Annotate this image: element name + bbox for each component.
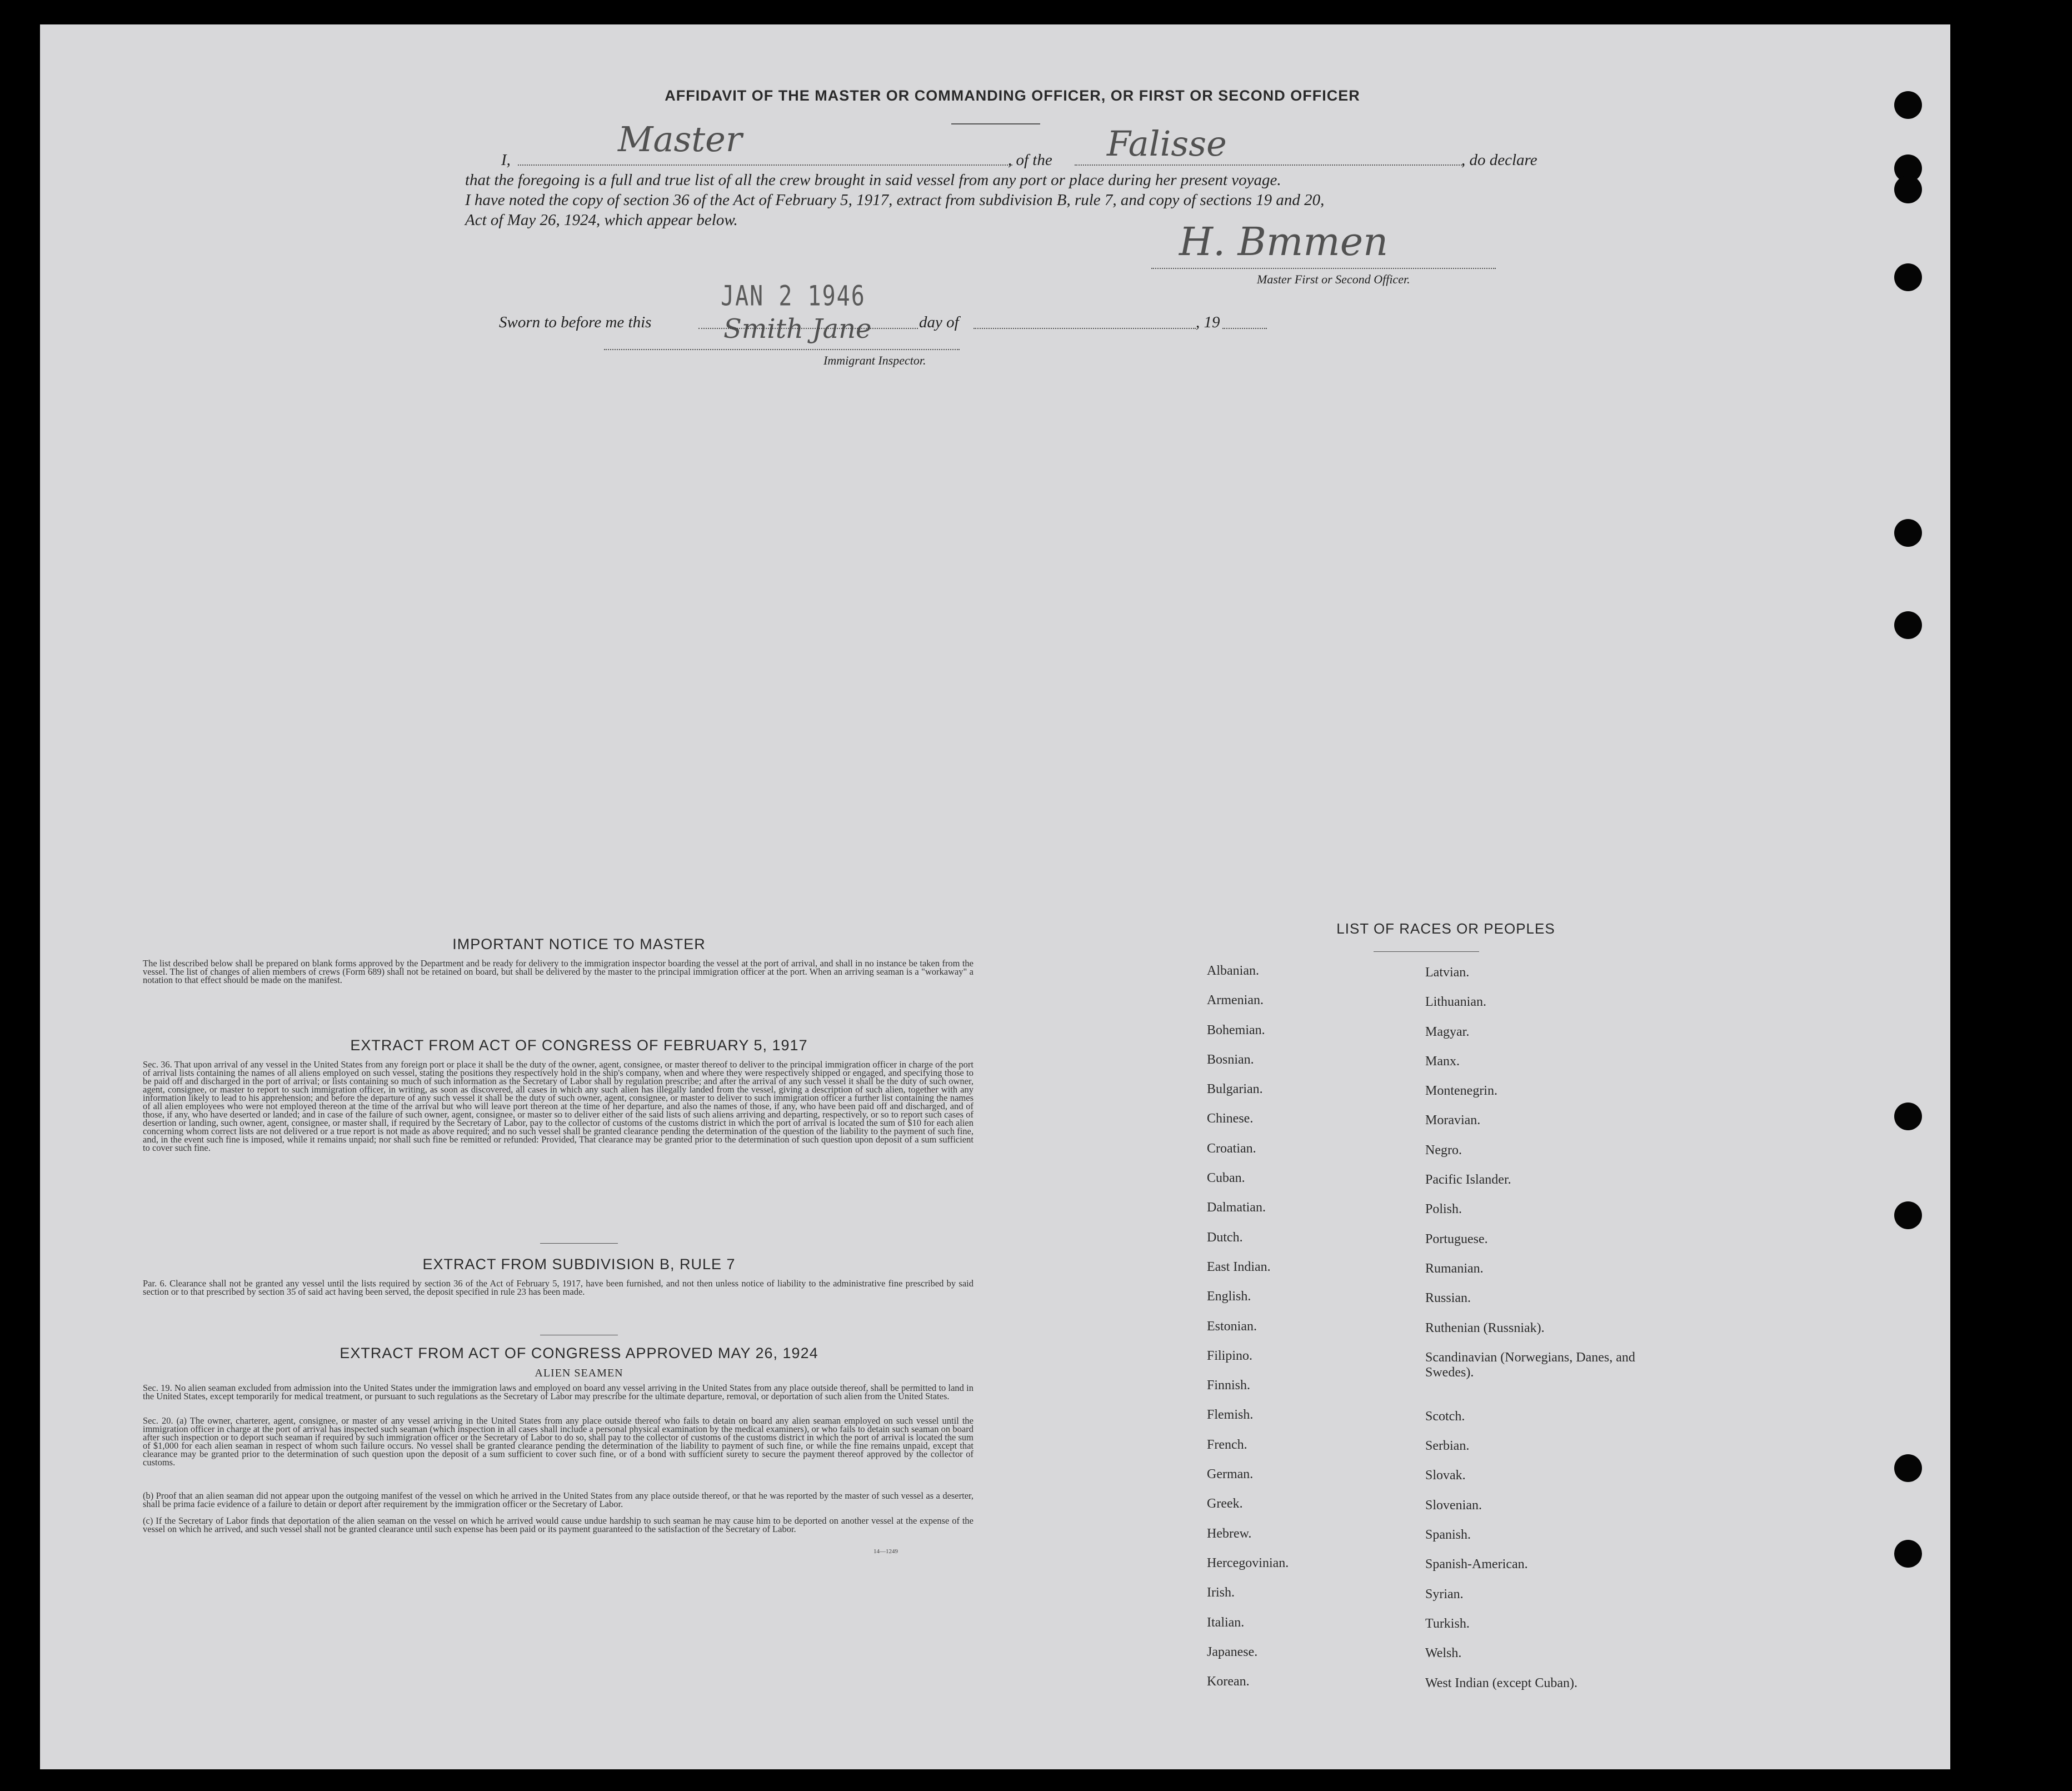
race-item: Flemish. <box>1207 1408 1254 1423</box>
race-item: Bulgarian. <box>1207 1082 1263 1097</box>
inspector-line <box>604 349 960 350</box>
sworn-day-label: day of <box>919 313 959 331</box>
punch-hole <box>1894 1540 1922 1568</box>
race-item: English. <box>1207 1289 1251 1304</box>
race-item: French. <box>1207 1437 1247 1452</box>
race-item: Bosnian. <box>1207 1052 1254 1067</box>
race-item: Cuban. <box>1207 1171 1245 1186</box>
race-item: Greek. <box>1207 1496 1243 1511</box>
date-stamp: JAN 2 1946 <box>721 280 866 312</box>
extract-1924-heading: EXTRACT FROM ACT OF CONGRESS APPROVED MAY 26, 1924 <box>339 1345 818 1361</box>
inspector-caption: Immigrant Inspector. <box>823 353 926 367</box>
sworn-year-line <box>1222 328 1267 329</box>
form-number: 14—1249 <box>873 1548 898 1555</box>
race-item: Finnish. <box>1207 1378 1251 1393</box>
vessel-blank-line <box>1075 164 1464 166</box>
punch-hole <box>1894 176 1922 203</box>
race-item: Magyar. <box>1425 1024 1470 1039</box>
race-item: Pacific Islander. <box>1425 1173 1511 1188</box>
race-item: German. <box>1207 1467 1254 1482</box>
race-item: Spanish-American. <box>1425 1557 1528 1572</box>
master-signature: H. Bmmen <box>1179 219 1389 265</box>
race-item: Hebrew. <box>1207 1526 1252 1541</box>
race-item: Estonian. <box>1207 1319 1257 1334</box>
race-item: Italian. <box>1207 1615 1245 1630</box>
sec20c-text: (c) If the Secretary of Labor finds that deportation of the alien seaman on the vessel on which he arrived would cause undue hardship to such seaman he may cause him to be deported on another vessel at the expense of the vessel on which he arrived, and such vessel shall not be granted clearance until such expense has been paid or its payment guaranteed to the satisfaction of the Secretary of Labor. <box>143 1515 973 1534</box>
race-item: Scotch. <box>1425 1409 1465 1424</box>
title-underline <box>951 123 1040 124</box>
race-item: Slovak. <box>1425 1468 1466 1483</box>
punch-hole <box>1894 263 1922 291</box>
handwritten-vessel: Falisse <box>1107 123 1227 164</box>
signature-line <box>1151 268 1496 269</box>
notice-heading: IMPORTANT NOTICE TO MASTER <box>452 936 706 952</box>
race-item: Turkish. <box>1425 1616 1470 1631</box>
race-item: Armenian. <box>1207 993 1264 1008</box>
name-blank-line <box>518 164 1012 166</box>
race-item: West Indian (except Cuban). <box>1425 1675 1577 1690</box>
sec20b-text: (b) Proof that an alien seaman did not appear upon the outgoing manifest of the vessel on which he arrived in the United States from any place outside thereof, or that he was reported by the master of such vessel as a deserter, shall be prima facie evidence of a failure to detain or deport after requirement by the immigration officer or the Secretary of Labor. <box>143 1490 973 1509</box>
declaration-mid: , of the <box>1008 151 1052 169</box>
race-item: Spanish. <box>1425 1528 1471 1543</box>
declaration-line-4: Act of May 26, 1924, which appear below. <box>465 211 738 229</box>
race-item: Filipino. <box>1207 1348 1253 1363</box>
race-item: Japanese. <box>1207 1644 1258 1659</box>
race-item: Hercegovinian. <box>1207 1555 1289 1570</box>
race-item: Negro. <box>1425 1143 1462 1158</box>
punch-hole <box>1894 519 1922 547</box>
race-item: Portuguese. <box>1425 1231 1488 1246</box>
race-item: Russian. <box>1425 1291 1471 1306</box>
race-item: Latvian. <box>1425 965 1470 980</box>
punch-hole <box>1894 1201 1922 1229</box>
race-item: Slovenian. <box>1425 1498 1482 1513</box>
race-item: Albanian. <box>1207 964 1259 978</box>
race-item: Montenegrin. <box>1425 1084 1497 1099</box>
race-item: Korean. <box>1207 1674 1250 1689</box>
race-item: Dalmatian. <box>1207 1200 1266 1215</box>
race-item: Chinese. <box>1207 1111 1254 1126</box>
race-item: Polish. <box>1425 1202 1462 1217</box>
race-item: Manx. <box>1425 1054 1460 1069</box>
sec20a-text: Sec. 20. (a) The owner, charterer, agent, consignee, or master of any vessel arriving in the United States from any place outside thereof who fails to detain on board any alien seaman employed on such vessel until the immigration officer in charge at the port of arrival has inspected such seaman (which inspection in all cases shall include a personal physical examination by the medical examiners), or who fails to detain such seaman on board after such inspection or to deport such seaman if required by such immigration officer or the Secretary of Labor to do so, shall pay to the collector of customs of the customs district in which the port of arrival is located the sum of $1,000 for each alien seaman in respect of whom such failure occurs. No vessel shall be granted clearance pending the determination of the liability to payment of such fine, or while the fine remains unpaid, except that clearance may be granted prior to the determination of such question upon the deposit of a sum sufficient to cover such fine, or of a bond with sufficient surety to secure the payment thereof approved by the collector of customs. <box>143 1415 973 1468</box>
sworn-month-line <box>973 328 1196 329</box>
section-divider <box>540 1243 618 1244</box>
races-right-column <box>1425 965 1647 1705</box>
race-item: Croatian. <box>1207 1141 1256 1156</box>
extract-1917-heading: EXTRACT FROM ACT OF CONGRESS OF FEBRUARY 5, 1917 <box>350 1037 808 1054</box>
extract-1917-text: Sec. 36. That upon arrival of any vessel in the United States from any foreign port or place it shall be the duty of the owner, agent, consignee, or master thereof to deliver to the principal immigration officer in charge of the port of arrival lists containing the names of all aliens employed on such vessel, stating the positions they respectively hold in the ship's company, when and where they were respectively shipped or engaged, and specifying those to be paid off and discharged in the port of arrival; or lists containing so much of such information as the Secretary of Labor shall by regulation prescribe; and after the arrival of any such vessel it shall be the duty of such owner, agent, consignee, or master to report to such immigration officer, in writing, as soon as discovered, all cases in which any such alien has illegally landed from the vessel, giving a description of such alien, together with any information likely to lead to his apprehension; and before the departure of any such vessel it shall be the duty of such owner, agent, consignee, or master to deliver to such immigration officer a further list containing the names of all alien employees who were not employed thereon at the time of the arrival but who will leave port thereon at the time of her departure, and also the names of those, if any, who have been paid off and discharged, and of those, if any, who have deserted or landed; and in case of the failure of such owner, agent, consignee, or master so to deliver either of the said lists of such aliens arriving and departing, respectively, or so to report such cases of desertion or landing, such owner, agent, consignee, or master shall, if required by the Secretary of Labor, pay to the collector of customs of the customs district in which the port of arrival is located the sum of $10 for each alien concerning whom correct lists are not delivered or a true report is not made as above required; and no such vessel shall be granted clearance pending the determination of the question of the liability to the payment of such fine, and, in the event such fine is imposed, while it remains unpaid; nor shall such fine be remitted or refunded: Provided, That clearance may be granted prior to the determination of such question upon deposit of a sum sufficient to cover such fine. <box>143 1059 973 1153</box>
document-page <box>40 24 1950 1769</box>
punch-hole <box>1894 91 1922 119</box>
race-item: East Indian. <box>1207 1259 1271 1274</box>
race-item: Bohemian. <box>1207 1022 1265 1037</box>
declaration-line-2: that the foregoing is a full and true list of all the crew brought in said vessel from any port or place during her present voyage. <box>465 171 1281 189</box>
handwritten-name: Master <box>618 119 742 159</box>
affidavit-title: AFFIDAVIT OF THE MASTER OR COMMANDING OFFICER, OR FIRST OR SECOND OFFICER <box>665 87 1360 104</box>
races-heading-underline <box>1374 951 1479 952</box>
master-caption: Master First or Second Officer. <box>1257 272 1410 286</box>
race-item: Welsh. <box>1425 1646 1462 1661</box>
punch-hole <box>1894 1454 1922 1482</box>
race-item: Irish. <box>1207 1585 1235 1600</box>
race-item: Lithuanian. <box>1425 995 1486 1010</box>
punch-hole <box>1894 611 1922 639</box>
alien-seamen-subheading: ALIEN SEAMEN <box>535 1367 623 1379</box>
rule7-heading: EXTRACT FROM SUBDIVISION B, RULE 7 <box>422 1256 736 1273</box>
rule7-text: Par. 6. Clearance shall not be granted any vessel until the lists required by section 36 of the Act of February 5, 1917, have been furnished, and not then unless notice of liability to the administrative fine prescribed by said section or to that prescribed by section 35 of said act having been served, the deposit specified in rule 23 has been made. <box>143 1278 973 1297</box>
race-item: Moravian. <box>1425 1113 1481 1128</box>
declaration-prefix: I, <box>501 151 511 169</box>
inspector-signature: Smith Jane <box>723 313 872 345</box>
notice-text: The list described below shall be prepared on blank forms approved by the Department and be ready for delivery to the immigration inspector boarding the vessel at the port of arrival, and shall in no instance be taken from the vessel. The list of changes of alien members of crews (Form 689) shall not be retained on board, but shall be delivered by the master to the principal immigration officer at the port. When an arriving seaman is a "workaway" a notation to that effect should be made on the manifest. <box>143 958 973 985</box>
punch-hole <box>1894 1102 1922 1130</box>
race-item: Ruthenian (Russniak). <box>1425 1320 1545 1335</box>
sworn-prefix: Sworn to before me this <box>499 313 652 331</box>
declaration-line-3: I have noted the copy of section 36 of the Act of February 5, 1917, extract from subdivision B, rule 7, and copy of sections 19 and 20, <box>465 191 1325 209</box>
sworn-year: , 19 <box>1196 313 1220 331</box>
race-item: Serbian. <box>1425 1439 1470 1454</box>
sec19-text: Sec. 19. No alien seaman excluded from admission into the United States under the immigration laws and employed on board any vessel arriving in the United States from any place outside thereof, shall be permitted to land in the United States, except temporarily for medical treatment, or pursuant to such regulations as the Secretary of Labor may prescribe for the ultimate departure, removal, or deportation of such alien from the United States. <box>143 1383 973 1401</box>
races-heading: LIST OF RACES OR PEOPLES <box>1336 920 1555 937</box>
race-item: Rumanian. <box>1425 1261 1484 1276</box>
race-item: Dutch. <box>1207 1230 1243 1245</box>
declaration-suffix: , do declare <box>1461 151 1537 169</box>
race-item: Syrian. <box>1425 1587 1464 1602</box>
races-left-column <box>1207 964 1289 1704</box>
race-item: Scandinavian (Norwegians, Danes, and Swedes). <box>1425 1350 1635 1380</box>
